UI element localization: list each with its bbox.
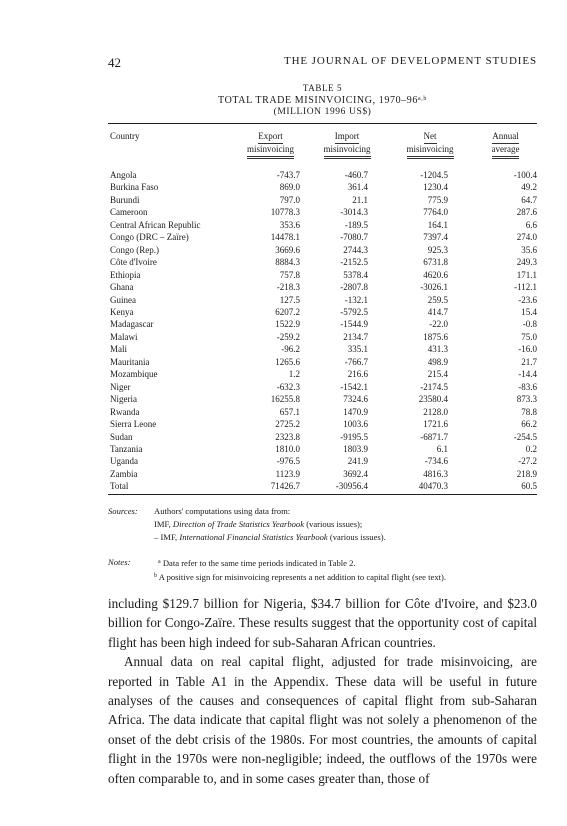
- net-misinvoicing-cell: -1204.5: [420, 170, 448, 180]
- table-top-rule: [108, 123, 537, 124]
- header-line-2: average: [492, 144, 520, 157]
- table-notes: [108, 556, 537, 584]
- export-misinvoicing-cell: 2323.8: [275, 431, 300, 442]
- import-misinvoicing-cell: 1803.9: [343, 443, 368, 454]
- country-cell: Ghana: [110, 282, 134, 293]
- header-line-2: misinvoicing: [324, 144, 371, 157]
- sources-text: (various issues).: [327, 532, 386, 542]
- table-title-footnote-marks: a,b: [417, 96, 427, 102]
- country-cell: Malawi: [110, 331, 138, 342]
- annual-average-cell: 60.5: [521, 481, 537, 492]
- column-header-text: [324, 131, 371, 159]
- country-cell: Burkina Faso: [110, 182, 159, 193]
- table-row: [108, 368, 537, 380]
- annual-average-cell: -100.4: [513, 170, 537, 180]
- country-cell: Côte d'Ivoire: [110, 257, 157, 268]
- net-misinvoicing-cell: 215.4: [427, 369, 448, 380]
- table-row: [108, 244, 537, 256]
- column-header-text: [407, 131, 454, 159]
- notes-body: [154, 556, 537, 584]
- country-cell: Ethiopia: [110, 269, 141, 280]
- table-row: [108, 356, 537, 368]
- country-cell: Uganda: [110, 456, 138, 467]
- table-row: [108, 431, 537, 443]
- country-cell: Kenya: [110, 306, 134, 317]
- header-line-1: Import: [335, 131, 360, 144]
- table-row: [108, 219, 537, 231]
- country-cell: Sudan: [110, 431, 133, 442]
- country-cell: Central African Republic: [110, 219, 201, 230]
- annual-average-cell: 78.8: [521, 406, 537, 417]
- table-row: [108, 381, 537, 393]
- table-row: [108, 294, 537, 306]
- table-row: [108, 306, 537, 318]
- country-cell: Mozambique: [110, 369, 158, 380]
- import-misinvoicing-cell: -2152.5: [340, 257, 368, 268]
- annual-average-cell: 15.4: [521, 306, 537, 317]
- net-misinvoicing-cell: 6731.8: [423, 257, 448, 268]
- import-misinvoicing-cell: -3014.3: [340, 207, 368, 218]
- note-a: [154, 556, 537, 570]
- export-misinvoicing-cell: 1.2: [288, 369, 300, 380]
- column-header-text: [247, 131, 294, 159]
- net-misinvoicing-cell: 4816.3: [423, 468, 448, 479]
- import-misinvoicing-cell: 5378.4: [343, 269, 368, 280]
- annual-average-cell: 66.2: [521, 419, 537, 430]
- import-misinvoicing-cell: 1003.6: [343, 419, 368, 430]
- table-row: [108, 269, 537, 281]
- sources-text: IMF,: [154, 519, 173, 529]
- header-line-1: Export: [258, 131, 283, 144]
- table-title: [108, 95, 537, 106]
- country-cell: Sierra Leone: [110, 419, 157, 430]
- export-misinvoicing-cell: 3669.6: [275, 244, 300, 255]
- column-header-country: [108, 131, 233, 169]
- net-misinvoicing-cell: 498.9: [427, 356, 448, 367]
- annual-average-cell: 249.3: [516, 257, 537, 268]
- import-misinvoicing-cell: 2134.7: [343, 331, 368, 342]
- export-misinvoicing-cell: 14478.1: [270, 232, 300, 243]
- net-misinvoicing-cell: -2174.5: [420, 381, 448, 392]
- annual-average-cell: 75.0: [521, 331, 537, 342]
- header-line-1: Annual: [492, 131, 519, 144]
- table-row: [108, 468, 537, 480]
- net-misinvoicing-cell: -6871.7: [420, 431, 448, 442]
- import-misinvoicing-cell: -1544.9: [340, 319, 368, 330]
- export-misinvoicing-cell: 16255.8: [270, 394, 300, 405]
- export-misinvoicing-cell: -632.3: [276, 381, 300, 392]
- net-misinvoicing-cell: 414.7: [427, 306, 448, 317]
- table-row: [108, 331, 537, 343]
- page-number: 42: [108, 55, 121, 70]
- country-cell: Mauritania: [110, 356, 150, 367]
- import-misinvoicing-cell: 2744.3: [343, 244, 368, 255]
- import-misinvoicing-cell: 361.4: [347, 182, 368, 193]
- annual-average-cell: -23.6: [518, 294, 537, 305]
- net-misinvoicing-cell: 164.1: [427, 219, 448, 230]
- column-header-net: [386, 131, 474, 169]
- column-header-text: [492, 131, 520, 159]
- annual-average-cell: -254.5: [513, 431, 537, 442]
- net-misinvoicing-cell: -3026.1: [420, 282, 448, 293]
- table-label: TABLE 5: [302, 83, 343, 93]
- header-line-2: misinvoicing: [247, 144, 294, 157]
- country-cell: Angola: [110, 170, 137, 180]
- net-misinvoicing-cell: 1230.4: [423, 182, 448, 193]
- net-misinvoicing-cell: 1721.6: [423, 419, 448, 430]
- table-container: [108, 131, 537, 493]
- annual-average-cell: 218.9: [516, 468, 537, 479]
- annual-average-cell: -27.2: [518, 456, 537, 467]
- export-misinvoicing-cell: 353.6: [279, 219, 300, 230]
- country-cell: Tanzania: [110, 443, 143, 454]
- table-row: [108, 480, 537, 492]
- country-cell: Nigeria: [110, 394, 137, 405]
- annual-average-cell: 35.6: [521, 244, 537, 255]
- sources-body: [154, 505, 537, 544]
- net-misinvoicing-cell: 40470.3: [418, 481, 448, 492]
- table-row: [108, 393, 537, 405]
- column-header-text: Country: [110, 131, 140, 141]
- table-row: [108, 318, 537, 330]
- table-row: [108, 231, 537, 243]
- sources-text: – IMF,: [154, 532, 180, 542]
- page-header: [108, 55, 537, 71]
- annual-average-cell: 0.2: [525, 443, 537, 454]
- country-cell: Mali: [110, 344, 127, 355]
- import-misinvoicing-cell: -5792.5: [340, 306, 368, 317]
- table-row: [108, 343, 537, 355]
- net-misinvoicing-cell: 4620.6: [423, 269, 448, 280]
- sources-line: Authors' computations using data from:: [154, 506, 291, 516]
- import-misinvoicing-cell: 21.1: [352, 194, 368, 205]
- export-misinvoicing-cell: 657.1: [279, 406, 300, 417]
- country-cell: Congo (DRC – Zaïre): [110, 232, 189, 243]
- net-misinvoicing-cell: -734.6: [424, 456, 448, 467]
- export-misinvoicing-cell: -743.7: [276, 170, 300, 180]
- net-misinvoicing-cell: -22.0: [429, 319, 448, 330]
- sources-label: Sources:: [108, 506, 138, 516]
- export-misinvoicing-cell: -259.2: [276, 331, 300, 342]
- country-cell: Congo (Rep.): [110, 244, 159, 255]
- annual-average-cell: -83.6: [518, 381, 537, 392]
- table-bottom-rule: [108, 494, 537, 495]
- table-row: [108, 455, 537, 467]
- annual-average-cell: 49.2: [521, 182, 537, 193]
- sources-publication-title: Direction of Trade Statistics Yearbook: [172, 519, 305, 529]
- country-cell: Madagascar: [110, 319, 154, 330]
- note-a-mark: a: [158, 559, 161, 565]
- sources-line: [154, 518, 537, 531]
- table-row: [108, 443, 537, 455]
- table-row: [108, 169, 537, 181]
- export-misinvoicing-cell: 1810.0: [275, 443, 300, 454]
- import-misinvoicing-cell: -2807.8: [340, 282, 368, 293]
- sources-text: (various issues);: [304, 519, 363, 529]
- column-header-import: [308, 131, 386, 169]
- table-row: [108, 194, 537, 206]
- import-misinvoicing-cell: 241.9: [347, 456, 368, 467]
- import-misinvoicing-cell: -9195.5: [340, 431, 368, 442]
- annual-average-cell: 171.1: [516, 269, 537, 280]
- country-cell: Niger: [110, 381, 131, 392]
- import-misinvoicing-cell: -7080.7: [340, 232, 368, 243]
- table-units: (MILLION 1996 US$): [273, 107, 372, 117]
- table-row: [108, 281, 537, 293]
- body-text: [108, 594, 537, 788]
- sources-line: [154, 531, 537, 544]
- import-misinvoicing-cell: -766.7: [344, 356, 368, 367]
- annual-average-cell: 6.6: [525, 219, 537, 230]
- import-misinvoicing-cell: -1542.1: [340, 381, 368, 392]
- export-misinvoicing-cell: 8884.3: [275, 257, 300, 268]
- net-misinvoicing-cell: 925.3: [427, 244, 448, 255]
- net-misinvoicing-cell: 775.9: [427, 194, 448, 205]
- net-misinvoicing-cell: 431.3: [427, 344, 448, 355]
- table-row: [108, 181, 537, 193]
- note-b-text: A positive sign for misinvoicing represents a net addition to capital flight (see text).: [158, 572, 447, 582]
- column-header-export: [233, 131, 308, 169]
- table-row: [108, 256, 537, 268]
- header-line-2: misinvoicing: [407, 144, 454, 157]
- export-misinvoicing-cell: 869.0: [279, 182, 300, 193]
- import-misinvoicing-cell: 7324.6: [343, 394, 368, 405]
- annual-average-cell: 287.6: [516, 207, 537, 218]
- import-misinvoicing-cell: 335.1: [347, 344, 368, 355]
- notes-label: Notes:: [108, 557, 131, 567]
- table-sources: [108, 505, 537, 544]
- table-row: [108, 206, 537, 218]
- export-misinvoicing-cell: 71426.7: [270, 481, 300, 492]
- column-header-annual-average: [474, 131, 537, 169]
- table-header-row: [108, 131, 537, 169]
- net-misinvoicing-cell: 1875.6: [423, 331, 448, 342]
- paragraph-2: Annual data on real capital flight, adjusted for trade misinvoicing, are reported in Table A1 in the Appendix. These data will be useful in future analyses of the causes and consequences of capital flight from sub-Saharan Africa. The data indicate that capital flight was not solely a phenomenon of the onset of the debt crisis of the 1980s. For most countries, the amounts of capital flight in the 1970s were non-negligible; indeed, the outflows of the 1970s were often comparable to, and in some cases greater than, those of: [108, 654, 537, 786]
- annual-average-cell: 64.7: [521, 194, 537, 205]
- export-misinvoicing-cell: 757.8: [279, 269, 300, 280]
- country-cell: Total: [110, 481, 129, 492]
- net-misinvoicing-cell: 23580.4: [418, 394, 448, 405]
- annual-average-cell: -112.1: [514, 282, 537, 293]
- annual-average-cell: -14.4: [518, 369, 537, 380]
- header-line-1: Net: [424, 131, 437, 144]
- sources-publication-title: International Financial Statistics Yearbook: [179, 532, 328, 542]
- country-cell: Burundi: [110, 194, 140, 205]
- export-misinvoicing-cell: -218.3: [276, 282, 300, 293]
- journal-title: THE JOURNAL OF DEVELOPMENT STUDIES: [283, 55, 537, 67]
- country-cell: Cameroon: [110, 207, 148, 218]
- paragraph-1: including $129.7 billion for Nigeria, $34.7 billion for Côte d'Ivoire, and $23.0 billion for Congo-Zaïre. These results suggest that the opportunity cost of capital flight has been high indeed for sub-Saharan African countries.: [108, 596, 537, 650]
- export-misinvoicing-cell: 1522.9: [275, 319, 300, 330]
- import-misinvoicing-cell: -30956.4: [335, 481, 368, 492]
- export-misinvoicing-cell: 6207.2: [275, 306, 300, 317]
- net-misinvoicing-cell: 259.5: [427, 294, 448, 305]
- export-misinvoicing-cell: 1265.6: [275, 356, 300, 367]
- country-cell: Rwanda: [110, 406, 140, 417]
- net-misinvoicing-cell: 6.1: [436, 443, 448, 454]
- note-a-text: Data refer to the same time periods indicated in Table 2.: [162, 558, 356, 568]
- export-misinvoicing-cell: 1123.9: [275, 468, 300, 479]
- misinvoicing-table: [108, 131, 537, 493]
- annual-average-cell: 21.7: [521, 356, 537, 367]
- export-misinvoicing-cell: 10778.3: [270, 207, 300, 218]
- import-misinvoicing-cell: 1470.9: [343, 406, 368, 417]
- net-misinvoicing-cell: 2128.0: [423, 406, 448, 417]
- net-misinvoicing-cell: 7397.4: [423, 232, 448, 243]
- country-cell: Zambia: [110, 468, 138, 479]
- export-misinvoicing-cell: 127.5: [279, 294, 300, 305]
- import-misinvoicing-cell: -460.7: [344, 170, 368, 180]
- export-misinvoicing-cell: -976.5: [276, 456, 300, 467]
- net-misinvoicing-cell: 7764.0: [423, 207, 448, 218]
- table-body: [108, 169, 537, 493]
- table-row: [108, 406, 537, 418]
- import-misinvoicing-cell: -189.5: [344, 219, 368, 230]
- country-cell: Guinea: [110, 294, 136, 305]
- table-row: [108, 418, 537, 430]
- annual-average-cell: -16.0: [518, 344, 537, 355]
- table-title-text: TOTAL TRADE MISINVOICING, 1970–96: [218, 95, 418, 106]
- import-misinvoicing-cell: 3692.4: [343, 468, 368, 479]
- annual-average-cell: -0.8: [522, 319, 537, 330]
- export-misinvoicing-cell: 797.0: [279, 194, 300, 205]
- note-b: [154, 570, 537, 584]
- import-misinvoicing-cell: 216.6: [347, 369, 368, 380]
- export-misinvoicing-cell: -96.2: [281, 344, 300, 355]
- annual-average-cell: 873.3: [516, 394, 537, 405]
- note-b-mark: b: [154, 573, 157, 579]
- import-misinvoicing-cell: -132.1: [344, 294, 368, 305]
- annual-average-cell: 274.0: [516, 232, 537, 243]
- export-misinvoicing-cell: 2725.2: [275, 419, 300, 430]
